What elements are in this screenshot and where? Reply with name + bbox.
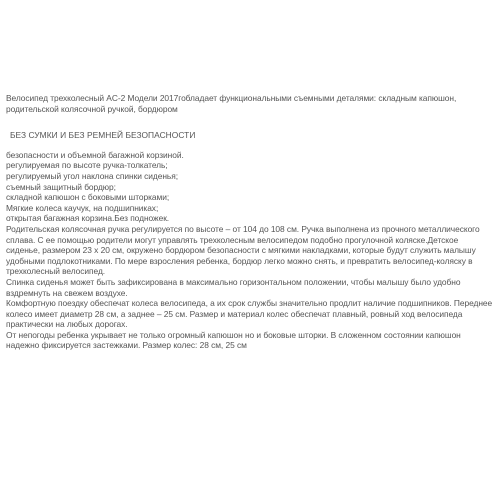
feature-item: регулируемая по высоте ручка-толкатель;: [6, 160, 168, 171]
feature-item: Мягкие колеса каучук, на подшипниках;: [6, 202, 159, 213]
feature-item: съемный защитный бордюр;: [6, 181, 116, 192]
intro-text: Велосипед трехколесный AC-2 Модели 2017гобладает функциональными съемными деталями: складным капюшон, родительской колясочной ручкой, бордюром: [6, 93, 457, 114]
notice-text: БЕЗ СУМКИ И БЕЗ РЕМНЕЙ БЕЗОПАСНОСТИ: [10, 130, 196, 141]
feature-item: регулируемый угол наклона спинки сиденья;: [6, 170, 178, 181]
paragraph-hood: От непогоды ребенка укрывает не только огромный капюшон но и боковые шторки. В сложенном состоянии капюшон надежно фиксируется застежками. Размер колес: 28 см, 25 см: [6, 329, 461, 351]
product-description: [6, 93, 494, 351]
paragraph-wheels: Комфортную поездку обеспечат колеса велосипеда, а их срок службы значительно продлит наличие подшипников. Переднее колесо имеет диаметр 28 см, а заднее – 25 см. Размер и материал колес обеспечат плавный, ровный ход велосипеда практически на любых дорогах.: [6, 298, 493, 330]
feature-item: безопасности и объемной багажной корзиной.: [6, 149, 184, 160]
feature-item: открытая багажная корзина.Без подножек.: [6, 213, 170, 224]
features-list: [6, 150, 494, 224]
paragraph-backrest: Спинка сиденья может быть зафиксирована в максимально горизонтальном положении, чтобы малышу было удобно вздремнуть на свежем воздухе.: [6, 276, 461, 298]
feature-item: складной капюшон с боковыми шторками;: [6, 192, 170, 203]
paragraph-handle: Родительская колясочная ручка регулируется по высоте – от 104 до 108 см. Ручка выполнена из прочного металлического сплава. С ее помощью родители могут управлять трехколесным велосипедом подобно прогулочной коляске.Детское сиденье, размером 23 х 20 см, окружено бордюром безопасности с мягкими накладками, которые будут служить малышу удобными подлокотниками. По мере взросления ребенка, бордюр легко можно снять, и превратить велосипед-коляску в трехколесный велосипед.: [6, 223, 480, 277]
